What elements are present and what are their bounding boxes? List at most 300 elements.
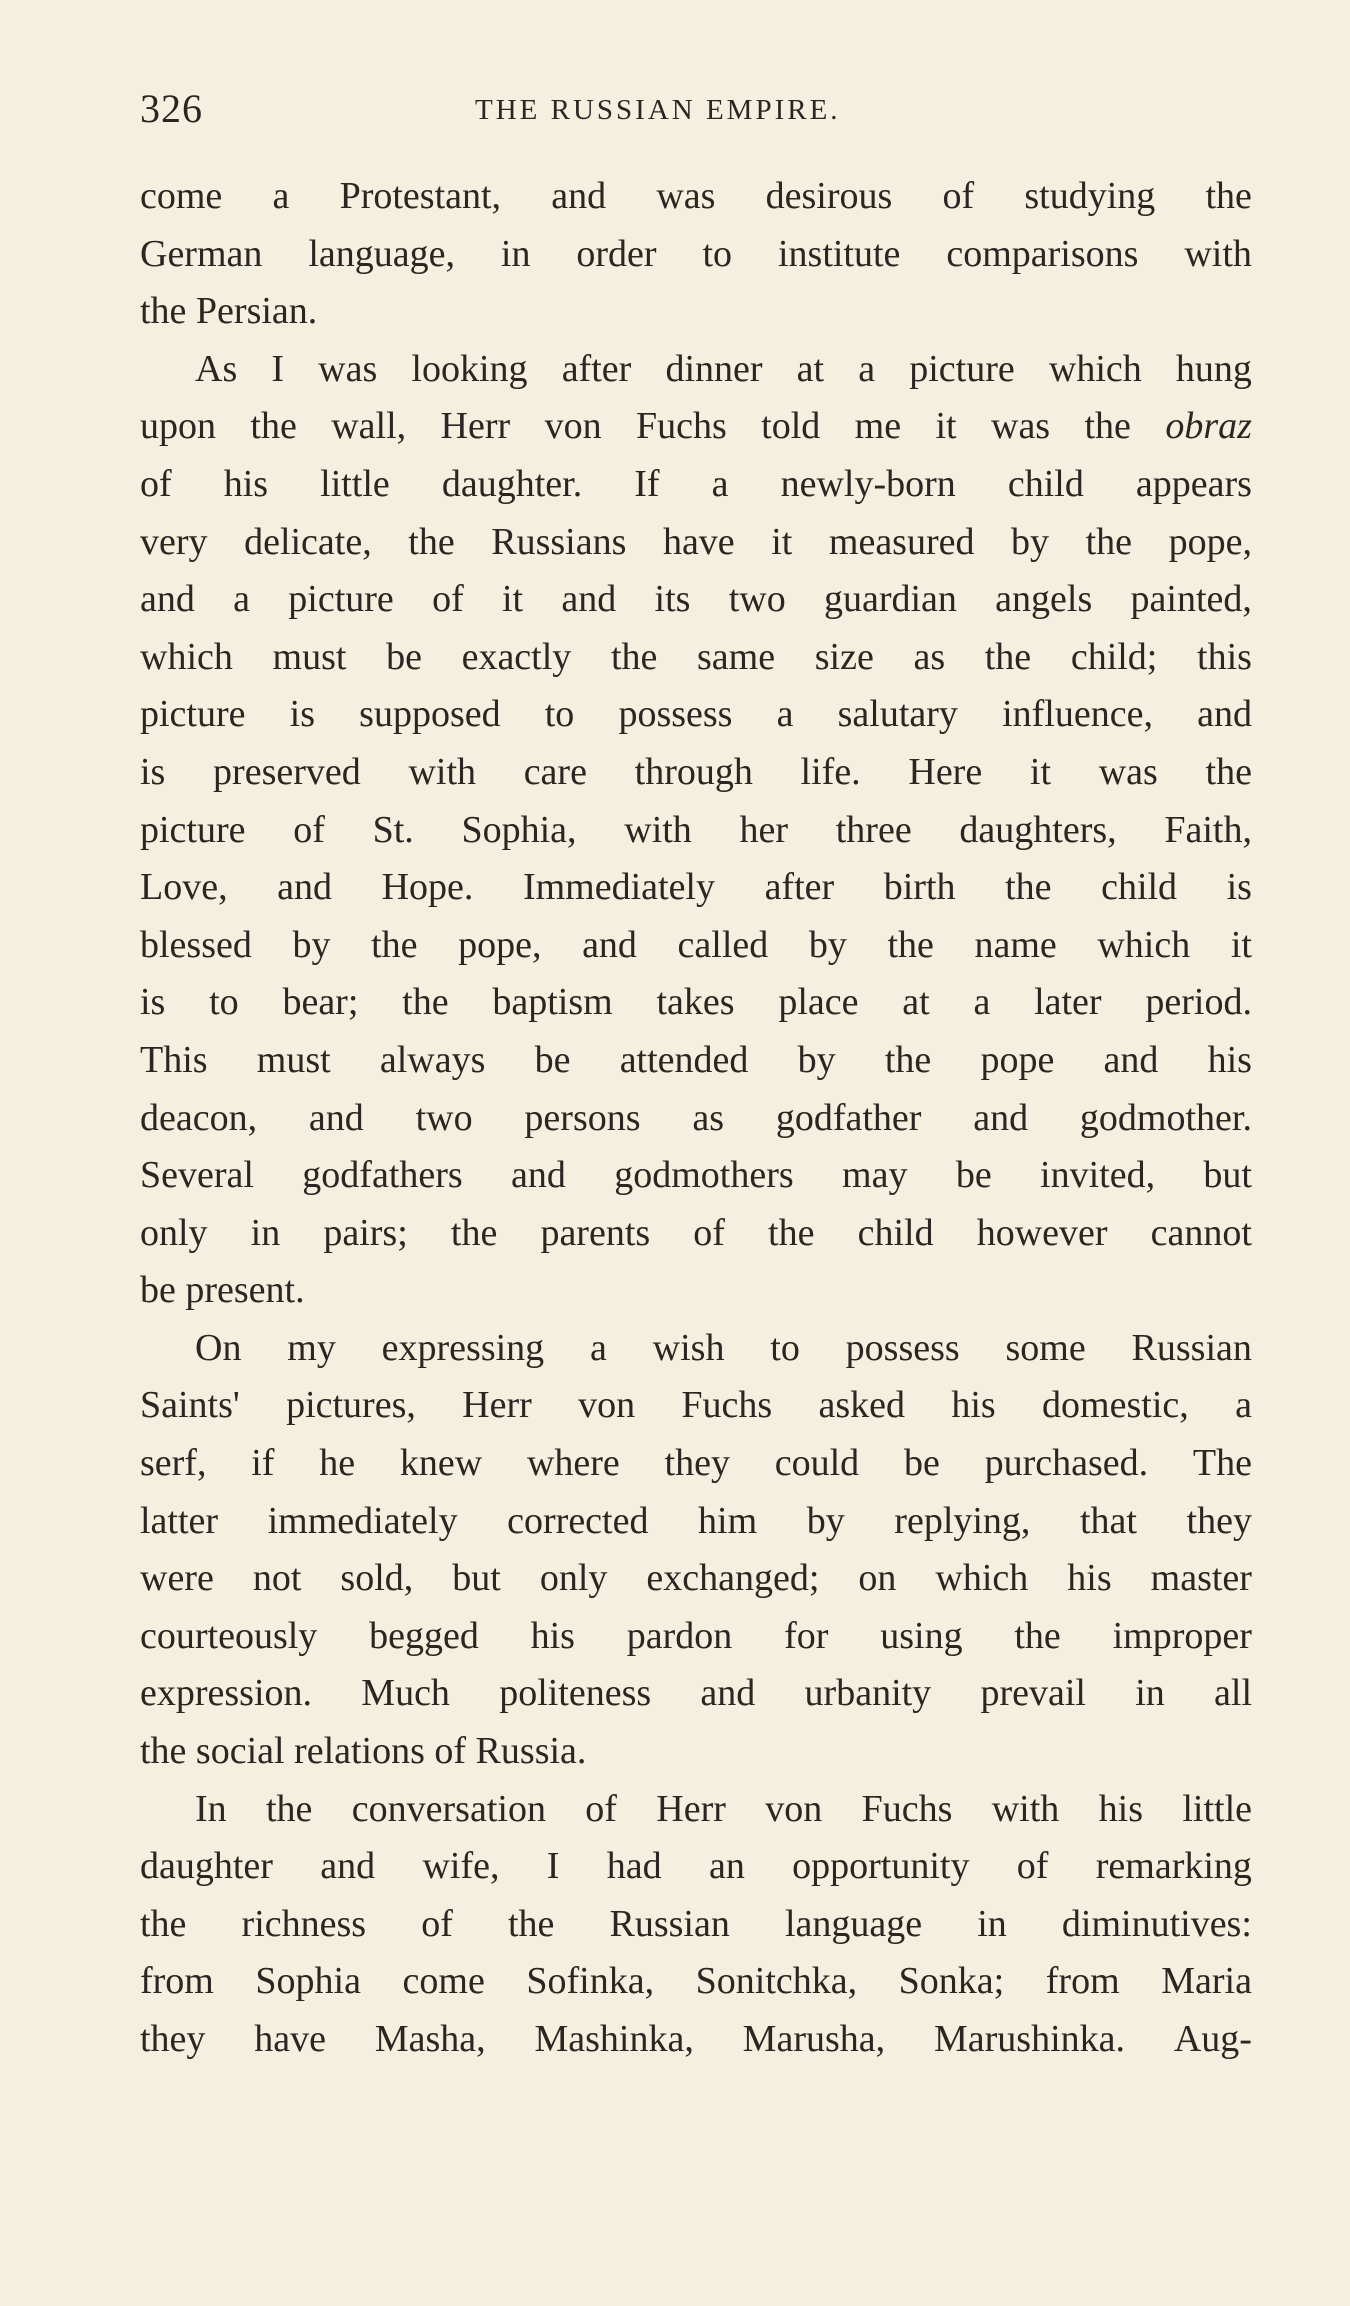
word: corrected [507, 1499, 649, 1542]
word: the [887, 923, 934, 966]
word: pope, [458, 923, 542, 966]
word: his [223, 462, 269, 505]
word: Sophia, [461, 808, 577, 851]
word: looking [411, 347, 528, 390]
word: St. [372, 808, 414, 851]
word: by [808, 923, 847, 966]
text-line [140, 1953, 1252, 2011]
word: is [140, 981, 166, 1024]
word: a [233, 578, 251, 621]
word: Russians [491, 520, 627, 563]
word: Faith, [1164, 808, 1252, 851]
word: only [140, 1211, 208, 1254]
word: little [320, 462, 390, 505]
word: could [774, 1442, 860, 1485]
word: of [432, 578, 464, 621]
word: the [1014, 1614, 1061, 1657]
word: told [761, 405, 821, 448]
word: a [272, 175, 290, 217]
word: von [578, 1384, 636, 1427]
word: they [140, 2018, 206, 2060]
word: child [1007, 462, 1084, 505]
word: salutary [837, 693, 958, 736]
word: studying [1024, 175, 1156, 217]
word: von [544, 405, 602, 448]
word: Sophia [255, 1960, 361, 2003]
word: picture [288, 578, 394, 621]
word: Marusha, [742, 2018, 886, 2060]
word: it [1029, 750, 1052, 793]
word: on [858, 1557, 897, 1600]
word: in [977, 1902, 1007, 1945]
word: a [1235, 1384, 1252, 1427]
word: only [539, 1557, 608, 1600]
word: von [765, 1787, 823, 1830]
word: godmother. [1079, 1096, 1252, 1139]
word: prevail [980, 1672, 1086, 1715]
word: comparisons [946, 232, 1139, 275]
word: by [292, 923, 331, 966]
text-line [140, 1377, 1252, 1435]
word: his [1067, 1557, 1112, 1600]
word: the [1084, 405, 1131, 448]
word: to [209, 981, 239, 1024]
text-line [140, 456, 1252, 514]
word: begged [369, 1614, 479, 1657]
word: come [140, 175, 223, 217]
word: diminutives: [1061, 1902, 1252, 1945]
word: I [546, 1845, 560, 1888]
word: name [974, 923, 1057, 966]
word: for [784, 1614, 829, 1657]
word: the [1205, 175, 1252, 217]
word: in [1135, 1672, 1165, 1715]
word: blessed [140, 923, 252, 966]
word: by [797, 1038, 836, 1081]
word: not [252, 1557, 302, 1600]
word: of [421, 1902, 453, 1945]
word: language, [308, 232, 455, 275]
word: Herr [656, 1787, 726, 1830]
word: from [140, 1960, 214, 2003]
word: improper [1112, 1614, 1252, 1657]
word: but [1203, 1154, 1252, 1197]
word: daughters, [959, 808, 1117, 851]
word: preserved [213, 750, 361, 793]
text-line: be present. [140, 1269, 305, 1312]
text-line [140, 802, 1252, 860]
word: Masha, [374, 2018, 486, 2060]
word: from [1045, 1960, 1120, 2003]
word: a [711, 462, 729, 505]
word: pope, [1168, 520, 1252, 563]
text-line [140, 1896, 1252, 1954]
word: I [271, 347, 285, 390]
word: and [582, 923, 637, 966]
word: his [1098, 1787, 1143, 1830]
word: pope [980, 1038, 1055, 1081]
word: Fuchs [861, 1787, 953, 1830]
word: the [884, 1038, 932, 1081]
word: to [770, 1326, 800, 1369]
word: urbanity [804, 1672, 932, 1715]
word: desirous [765, 175, 893, 217]
word: his [530, 1614, 575, 1657]
word: and [277, 866, 333, 909]
word: daughter. [441, 462, 583, 505]
word: serf, [140, 1442, 207, 1485]
word: the [140, 1902, 187, 1945]
word: Marushinka. [933, 2018, 1125, 2060]
word: and [1103, 1038, 1159, 1081]
text-line: the Persian. [140, 290, 318, 333]
word: which [1048, 347, 1142, 390]
text-line [140, 744, 1252, 802]
word: very [140, 520, 208, 563]
paragraph-start-line [140, 1320, 1252, 1378]
word: replying, [894, 1499, 1031, 1542]
word: wife, [422, 1845, 500, 1888]
text-line [140, 974, 1252, 1032]
word: Protestant, [339, 175, 502, 217]
word: richness [241, 1902, 367, 1945]
word: the [250, 405, 297, 448]
word: Herr [462, 1384, 532, 1427]
text-line [140, 859, 1252, 917]
word: that [1080, 1499, 1137, 1542]
text-line [140, 1550, 1252, 1608]
word: was [318, 347, 378, 390]
word: Aug- [1173, 2018, 1252, 2060]
word: be [534, 1038, 571, 1081]
word: Herr [440, 405, 511, 448]
word: picture [140, 693, 246, 736]
text-line [140, 226, 1252, 284]
word: Love, [140, 866, 228, 909]
word: wall, [331, 405, 407, 448]
word: Sonka; [898, 1960, 1005, 2003]
word: institute [777, 232, 901, 275]
word: remarking [1095, 1845, 1252, 1888]
word: with [624, 808, 692, 851]
text-line [140, 1032, 1252, 1090]
word: guardian [823, 578, 957, 621]
word: the [984, 635, 1032, 678]
text-line [140, 1608, 1252, 1666]
text-line [140, 1493, 1252, 1551]
text-line [140, 1090, 1252, 1148]
text-line [140, 514, 1252, 572]
word: picture [140, 808, 246, 851]
word: with [1184, 232, 1252, 275]
word: be [903, 1442, 940, 1485]
paragraph-start-line [140, 1781, 1252, 1839]
word: this [1197, 635, 1252, 678]
word: must [272, 635, 347, 678]
word: master [1150, 1557, 1252, 1600]
word: always [379, 1038, 486, 1081]
word: using [880, 1614, 963, 1657]
word: called [677, 923, 769, 966]
text-line [140, 917, 1252, 975]
word: knew [399, 1442, 483, 1485]
word: Sofinka, [526, 1960, 655, 2003]
word: godfather [775, 1096, 922, 1139]
paragraph-start-line [140, 341, 1252, 399]
word: the [768, 1211, 815, 1254]
word: and [551, 175, 607, 217]
word: they [664, 1442, 730, 1485]
word: Fuchs [635, 405, 727, 448]
word: German [140, 232, 263, 275]
word: which [140, 635, 233, 678]
word: was [656, 175, 716, 217]
word: after [561, 347, 632, 390]
text-line [140, 2011, 1252, 2069]
word: Sonitchka, [695, 1960, 858, 2003]
word: be [955, 1154, 992, 1197]
word: in [500, 232, 531, 275]
word: supposed [359, 693, 501, 736]
word: attended [619, 1038, 749, 1081]
word: Several [140, 1154, 254, 1197]
word: and [320, 1845, 376, 1888]
word: it [771, 520, 793, 563]
word: a [973, 981, 991, 1024]
word: and [308, 1096, 364, 1139]
word: period. [1145, 981, 1252, 1024]
word: where [526, 1442, 620, 1485]
word: to [544, 693, 575, 736]
word: the [371, 923, 418, 966]
word: it [501, 578, 524, 621]
word: of [585, 1787, 617, 1830]
word: of [693, 1211, 725, 1254]
word: a [589, 1326, 607, 1369]
text-line [140, 1665, 1252, 1723]
page-header [140, 84, 1250, 134]
word: child [1101, 866, 1178, 909]
word: Here [908, 750, 983, 793]
word: through [634, 750, 753, 793]
word: godfathers [302, 1154, 463, 1197]
text-line [140, 168, 1252, 226]
word: Russian [1131, 1326, 1252, 1369]
word: is [289, 693, 316, 736]
word: same [697, 635, 776, 678]
word: all [1214, 1672, 1252, 1715]
word: asked [818, 1384, 906, 1427]
word: me [854, 405, 902, 448]
word: a [776, 693, 794, 736]
word: by [1011, 520, 1050, 563]
word: hung [1175, 347, 1252, 390]
word: after [764, 866, 835, 909]
word: they [1186, 1499, 1252, 1542]
word: were [140, 1557, 214, 1600]
running-title: THE RUSSIAN EMPIRE. [475, 94, 841, 126]
word: its [654, 578, 691, 621]
word: but [452, 1557, 501, 1600]
word: wish [652, 1326, 725, 1369]
word: life. [800, 750, 861, 793]
word: of [942, 175, 975, 217]
text-line [140, 629, 1252, 687]
word: language [784, 1902, 923, 1945]
text-line: the social relations of Russia. [140, 1730, 587, 1773]
text-line [140, 1205, 1252, 1263]
word: politeness [499, 1672, 652, 1715]
word: possess [618, 693, 733, 736]
word: influence, [1002, 693, 1153, 736]
word: deacon, [140, 1096, 258, 1139]
word: the [402, 981, 449, 1024]
word: at [796, 347, 825, 390]
word: and [1197, 693, 1252, 736]
word: Maria [1161, 1960, 1252, 2003]
word: was [991, 405, 1051, 448]
word: it [935, 405, 957, 448]
word: godmothers [614, 1154, 794, 1197]
word: the [1085, 520, 1133, 563]
word: opportunity [792, 1845, 970, 1888]
word: upon [140, 405, 216, 448]
word: some [1005, 1326, 1086, 1369]
word: Fuchs [681, 1384, 773, 1427]
word: is [1226, 866, 1252, 909]
word: with [408, 750, 476, 793]
word: If [634, 462, 660, 505]
word: come [402, 1960, 485, 2003]
word: The [1192, 1442, 1252, 1485]
word: Hope. [381, 866, 474, 909]
text-line [140, 398, 1252, 456]
word: Immediately [522, 866, 715, 909]
word: by [806, 1499, 845, 1542]
word: and [140, 578, 195, 621]
word: which [935, 1557, 1029, 1600]
word: the [266, 1787, 313, 1830]
word: pardon [626, 1614, 733, 1657]
word: This [140, 1038, 208, 1081]
word: have [254, 2018, 326, 2060]
word: have [662, 520, 735, 563]
word: the [1205, 750, 1252, 793]
word: possess [845, 1326, 960, 1369]
word: dinner [665, 347, 763, 390]
word: painted, [1130, 578, 1252, 621]
word: order [576, 232, 657, 275]
word: of [140, 462, 172, 505]
word: latter [140, 1499, 219, 1542]
word: with [991, 1787, 1060, 1830]
word: my [287, 1326, 336, 1369]
word: domestic, [1042, 1384, 1189, 1427]
word: exactly [461, 635, 572, 678]
word: bear; [282, 981, 359, 1024]
text-line [140, 1435, 1252, 1493]
word: and [561, 578, 617, 621]
word: be [386, 635, 422, 678]
word: the [450, 1211, 498, 1254]
word: exchanged; [646, 1557, 820, 1600]
word: is [140, 750, 166, 793]
word: him [698, 1499, 758, 1542]
word: Much [361, 1672, 450, 1715]
word: baptism [492, 981, 613, 1024]
word: an [708, 1845, 745, 1888]
word: angels [995, 578, 1093, 621]
word: and [511, 1154, 566, 1197]
word: measured [828, 520, 975, 563]
word: size [814, 635, 874, 678]
word: pairs; [323, 1211, 408, 1254]
word: later [1034, 981, 1102, 1024]
word: daughter [140, 1845, 273, 1888]
word: On [195, 1326, 242, 1369]
word: which [1097, 923, 1191, 966]
word: care [523, 750, 587, 793]
word: conversation [351, 1787, 546, 1830]
word: may [842, 1154, 908, 1197]
word: As [195, 347, 238, 390]
word: if [251, 1442, 275, 1485]
word: cannot [1150, 1211, 1252, 1254]
word: had [606, 1845, 662, 1888]
body-text [140, 168, 1252, 2069]
word: sold, [340, 1557, 414, 1600]
word: In [195, 1787, 227, 1830]
word: three [835, 808, 912, 851]
word: purchased. [984, 1442, 1149, 1485]
word: immediately [267, 1499, 458, 1542]
word: parents [540, 1211, 651, 1254]
word: of [293, 808, 325, 851]
word: the [610, 635, 658, 678]
word: he [319, 1442, 356, 1485]
word: child; [1070, 635, 1158, 678]
word: Saints' [140, 1384, 240, 1427]
word: and [973, 1096, 1029, 1139]
text-line [140, 571, 1252, 629]
word: the [408, 520, 455, 563]
word: two [415, 1096, 473, 1139]
word: newly-born [780, 462, 956, 505]
word: little [1182, 1787, 1252, 1830]
word: takes [656, 981, 735, 1024]
word: was [1098, 750, 1158, 793]
word: however [976, 1211, 1108, 1254]
word: persons [524, 1096, 641, 1139]
word: and [700, 1672, 756, 1715]
word: child [857, 1211, 934, 1254]
word: Mashinka, [534, 2018, 694, 2060]
word: his [1207, 1038, 1252, 1081]
word: of [1016, 1845, 1049, 1888]
word: his [951, 1384, 996, 1427]
word: at [902, 981, 930, 1024]
word: her [739, 808, 789, 851]
word: as [913, 635, 946, 678]
word: delicate, [244, 520, 372, 563]
word: appears [1135, 462, 1252, 505]
word: birth [883, 866, 956, 909]
word: a [858, 347, 876, 390]
word: to [702, 232, 733, 275]
italic-term-obraz: obraz [1165, 405, 1252, 448]
word: as [692, 1096, 724, 1139]
word: expressing [381, 1326, 545, 1369]
